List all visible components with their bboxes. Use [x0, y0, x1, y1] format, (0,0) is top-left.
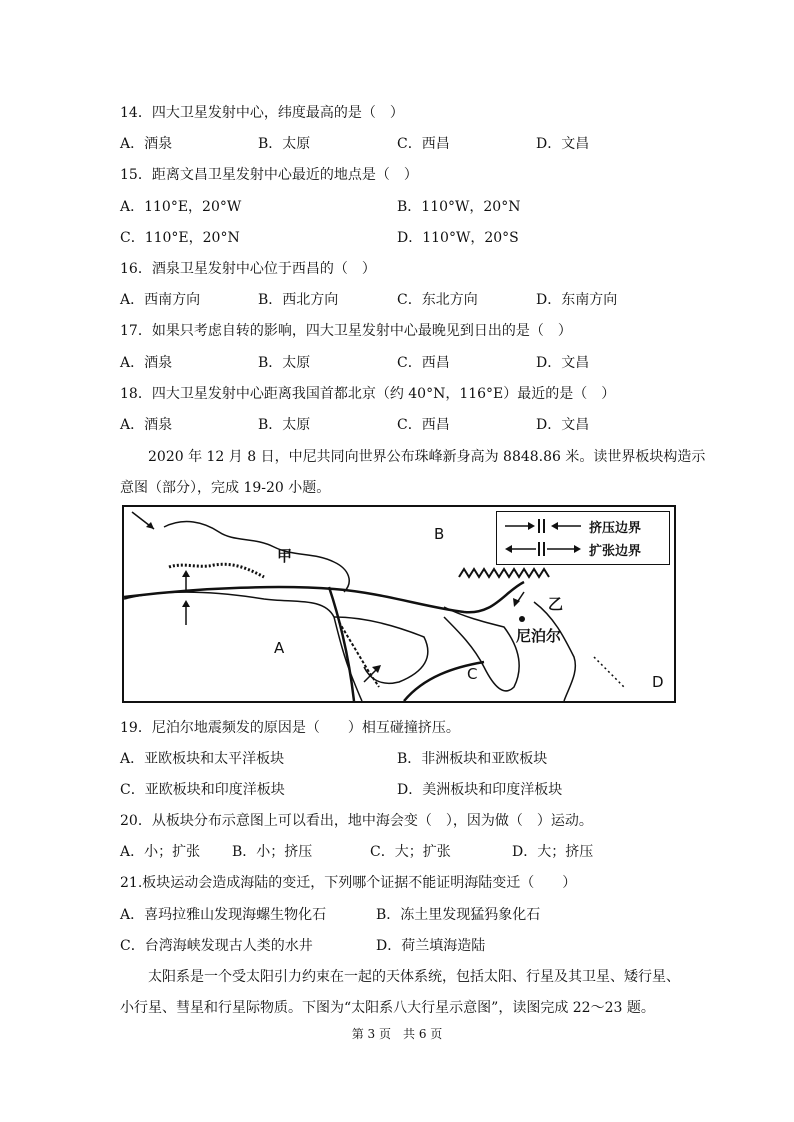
q17-option-a[interactable]: A．酒泉	[120, 355, 173, 371]
legend-compress-label: 挤压边界	[589, 520, 642, 536]
q21-option-c[interactable]: C．台湾海峡发现古人类的水井	[120, 938, 313, 954]
plate-tectonics-map	[122, 505, 676, 703]
q15-option-a[interactable]: A．110°E，20°W	[120, 199, 242, 215]
map-label-d: D	[652, 673, 664, 691]
q20-option-a[interactable]: A．小；扩张	[120, 844, 201, 860]
q18-option-c[interactable]: C．西昌	[397, 417, 450, 433]
q15-option-d[interactable]: D．110°W，20°S	[397, 230, 519, 246]
everest-marker	[519, 616, 525, 622]
question-17-stem: 17．如果只考虑自转的影响，四大卫星发射中心最晚见到日出的是（ ）	[120, 323, 572, 339]
q18-option-a[interactable]: A．酒泉	[120, 417, 173, 433]
q21-option-b[interactable]: B．冻土里发现猛犸象化石	[376, 907, 541, 923]
question-18-stem: 18．四大卫星发射中心距离我国首都北京（约 40°N，116°E）最近的是（ ）	[120, 386, 616, 402]
himalaya-mountains	[459, 569, 549, 577]
q14-option-b[interactable]: B．太原	[258, 136, 311, 152]
intro-22-23-line1: 太阳系是一个受太阳引力约束在一起的天体系统，包括太阳、行星及其卫星、矮行星、	[148, 969, 680, 985]
question-19-stem: 19．尼泊尔地震频发的原因是（ ）相互碰撞挤压。	[120, 720, 460, 736]
compress-boundary-icon	[503, 519, 583, 533]
q17-option-c[interactable]: C．西昌	[397, 355, 450, 371]
q14-option-a[interactable]: A．酒泉	[120, 136, 173, 152]
q18-option-d[interactable]: D．文昌	[536, 417, 590, 433]
intro-19-20-line2: 意图（部分），完成 19-20 小题。	[120, 480, 331, 496]
map-label-yi: 乙	[548, 595, 564, 613]
q20-option-d[interactable]: D．大；挤压	[512, 844, 594, 860]
q21-option-a[interactable]: A．喜玛拉雅山发现海螺生物化石	[120, 907, 327, 923]
islands-dots	[594, 657, 624, 687]
map-label-a: A	[274, 639, 285, 657]
map-label-c: C	[467, 665, 478, 683]
legend-expand-label: 扩张边界	[589, 543, 642, 559]
africa-arrow-up-head	[182, 570, 190, 577]
map-label-b: B	[434, 525, 445, 543]
india-coast	[444, 607, 519, 691]
africa-coast	[124, 592, 362, 701]
arabia-coast	[334, 617, 428, 683]
map-label-nepal: 尼泊尔	[516, 627, 562, 645]
question-20-stem: 20．从板块分布示意图上可以看出，地中海会变（ ），因为做（ ）运动。	[120, 813, 593, 829]
q16-option-b[interactable]: B．西北方向	[258, 292, 339, 308]
page-footer: 第 3 页 共 6 页	[351, 1027, 443, 1041]
q20-option-b[interactable]: B．小；挤压	[232, 844, 313, 860]
question-15-stem: 15．距离文昌卫星发射中心最近的地点是（ ）	[120, 167, 418, 183]
intro-22-23-line2: 小行星、彗星和行星际物质。下图为“太阳系八大行星示意图”，读图完成 22～23 题。	[120, 1000, 655, 1016]
q19-option-b[interactable]: B．非洲板块和亚欧板块	[397, 751, 548, 767]
q15-option-c[interactable]: C．110°E，20°N	[120, 230, 240, 246]
q20-option-c[interactable]: C．大；扩张	[370, 844, 451, 860]
question-21-stem: 21.板块运动会造成海陆的变迁，下列哪个证据不能证明海陆变迁（ ）	[120, 875, 577, 891]
q21-option-d[interactable]: D．荷兰填海造陆	[376, 938, 486, 954]
africa-arrow-up2-head	[182, 600, 190, 607]
q16-option-a[interactable]: A．西南方向	[120, 292, 201, 308]
intro-19-20-line1: 2020 年 12 月 8 日，中尼共同向世界公布珠峰新身高为 8848.86 米。读世界板块构造示	[148, 449, 706, 465]
europe-coast	[164, 522, 349, 592]
expand-boundary-icon	[503, 542, 583, 556]
q17-option-d[interactable]: D．文昌	[536, 355, 590, 371]
q16-option-c[interactable]: C．东北方向	[397, 292, 478, 308]
question-16-stem: 16．酒泉卫星发射中心位于西昌的（ ）	[120, 261, 376, 277]
map-legend	[496, 511, 670, 565]
q14-option-d[interactable]: D．文昌	[536, 136, 590, 152]
q19-option-c[interactable]: C．亚欧板块和印度洋板块	[120, 782, 285, 798]
legend-expand	[503, 538, 641, 560]
legend-compress	[503, 515, 641, 537]
q14-option-c[interactable]: C．西昌	[397, 136, 450, 152]
q19-option-a[interactable]: A．亚欧板块和太平洋板块	[120, 751, 285, 767]
q19-option-d[interactable]: D．美洲板块和印度洋板块	[397, 782, 563, 798]
plate-boundary-eurasia	[124, 582, 524, 612]
q18-option-b[interactable]: B．太原	[258, 417, 311, 433]
question-14-stem: 14．四大卫星发射中心，纬度最高的是（ ）	[120, 105, 404, 121]
q16-option-d[interactable]: D．东南方向	[536, 292, 618, 308]
map-label-jia: 甲	[277, 547, 293, 565]
q17-option-b[interactable]: B．太原	[258, 355, 311, 371]
q15-option-b[interactable]: B．110°W，20°N	[397, 199, 521, 215]
southeast-asia-coast	[534, 602, 575, 701]
